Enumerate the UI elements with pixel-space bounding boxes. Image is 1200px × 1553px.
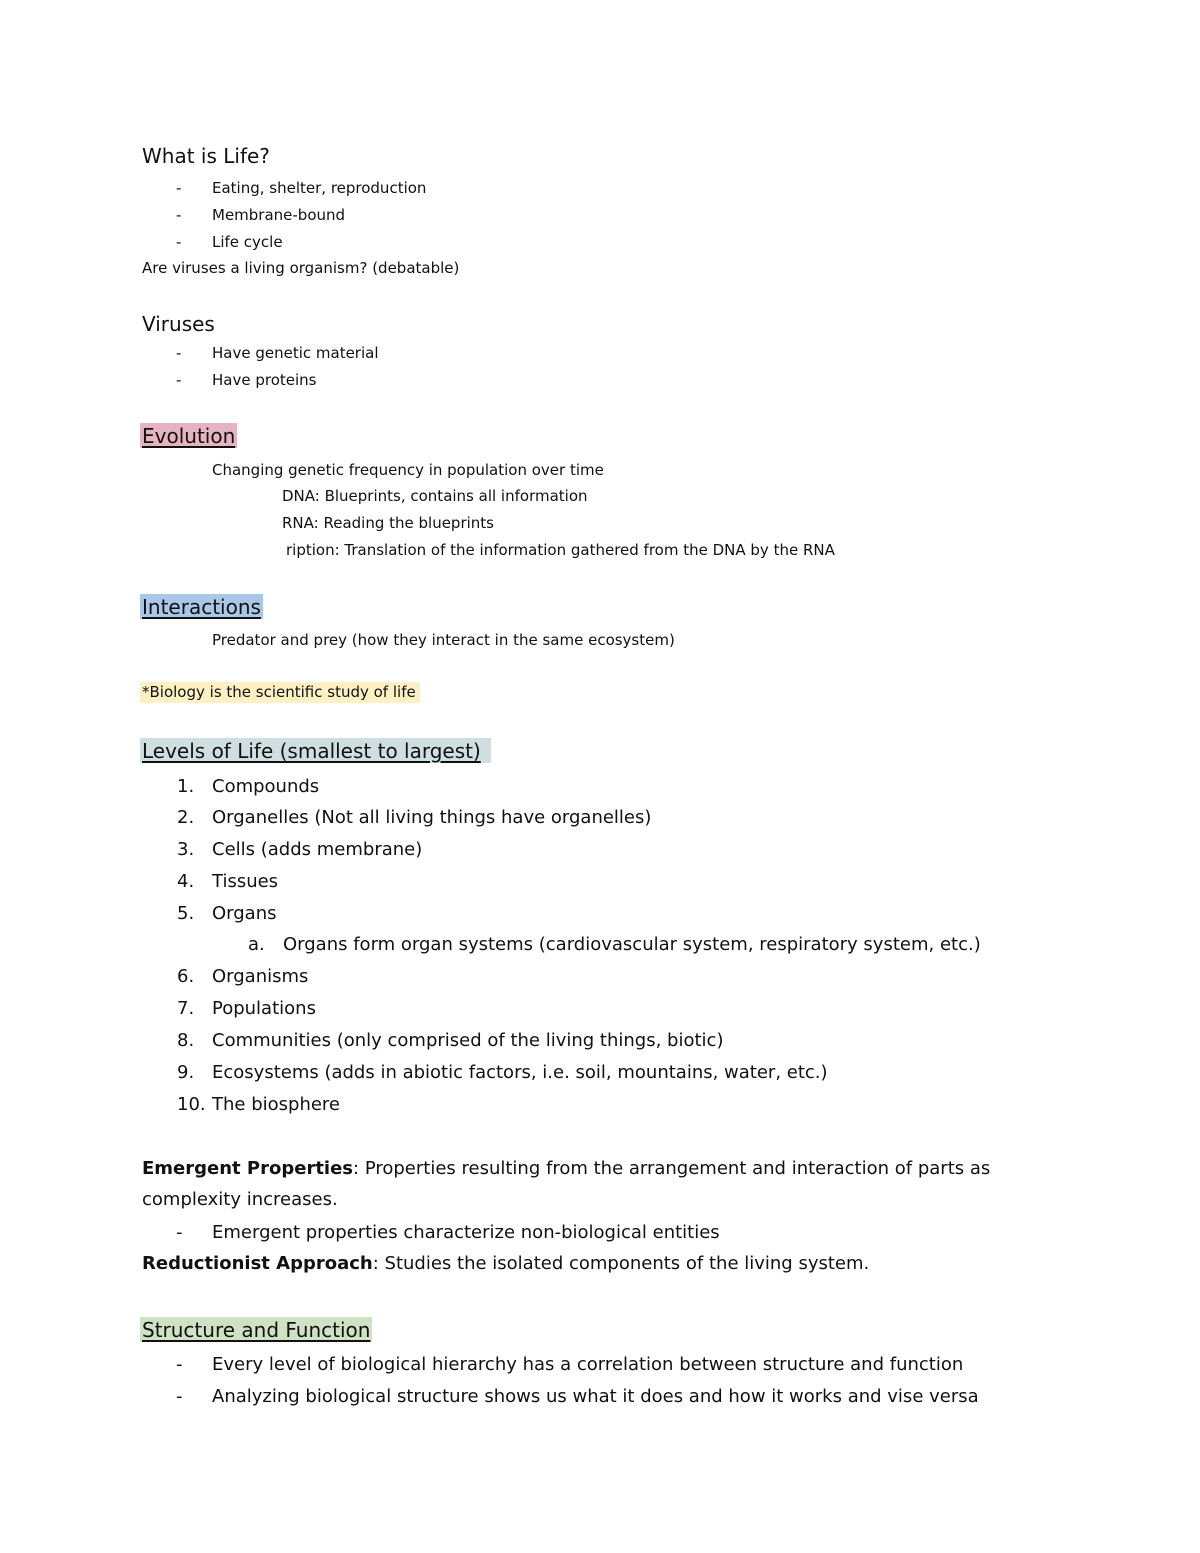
bullet-mark: -: [176, 1222, 183, 1243]
bullet-mark: -: [176, 371, 182, 389]
emergent-definition-cont: complexity increases.: [142, 1189, 338, 1210]
evolution-rna: RNA: Reading the blueprints: [282, 514, 494, 532]
life-bullet-1: Eating, shelter, reproduction: [212, 179, 427, 197]
structure-heading-wrap: [140, 1317, 372, 1342]
level-item: The biosphere: [212, 1094, 341, 1115]
viruses-bullet-2: Have proteins: [212, 371, 317, 389]
evolution-dna: DNA: Blueprints, contains all information: [282, 487, 588, 505]
level-item: Ecosystems (adds in abiotic factors, i.e. soil, mountains, water, etc.): [212, 1062, 828, 1083]
bullet-mark: -: [176, 1386, 183, 1407]
what-is-life-heading: What is Life?: [142, 144, 270, 168]
reductionist-term: Reductionist Approach: [142, 1253, 373, 1274]
level-num: 7.: [177, 998, 195, 1019]
evolution-definition: Changing genetic frequency in population over time: [212, 461, 604, 479]
level-subitem: Organs form organ systems (cardiovascular system, respiratory system, etc.): [283, 934, 981, 955]
level-num: 5.: [177, 903, 195, 924]
level-item: Organs: [212, 903, 277, 924]
bullet-mark: -: [176, 233, 182, 251]
emergent-term: Emergent Properties: [142, 1158, 354, 1179]
life-bullet-2: Membrane-bound: [212, 206, 346, 224]
bullet-mark: -: [176, 179, 182, 197]
evolution-heading: Evolution: [142, 424, 236, 448]
level-num: 2.: [177, 807, 195, 828]
structure-bullet-1: Every level of biological hierarchy has a correlation between structure and function: [212, 1354, 964, 1375]
reductionist-line: [142, 1255, 869, 1273]
levels-heading-wrap: [140, 738, 491, 763]
level-item: Populations: [212, 998, 316, 1019]
emergent-bullet: Emergent properties characterize non-biological entities: [212, 1222, 720, 1243]
structure-heading: Structure and Function: [142, 1318, 371, 1342]
viruses-question: Are viruses a living organism? (debatable): [142, 259, 460, 277]
interactions-text: Predator and prey (how they interact in the same ecosystem): [212, 631, 675, 649]
biology-note-wrap: [140, 682, 420, 703]
evolution-translation: ription: Translation of the information gathered from the DNA by the RNA: [286, 541, 835, 559]
level-num: 1.: [177, 776, 195, 797]
level-item: Tissues: [212, 871, 279, 892]
interactions-heading-wrap: [140, 594, 263, 619]
level-item: Communities (only comprised of the living things, biotic): [212, 1030, 724, 1051]
interactions-heading: Interactions: [142, 595, 261, 619]
bullet-mark: -: [176, 344, 182, 362]
level-num: 3.: [177, 839, 195, 860]
level-num: 4.: [177, 871, 195, 892]
biology-note: *Biology is the scientific study of life: [140, 682, 420, 703]
level-item: Cells (adds membrane): [212, 839, 423, 860]
levels-heading: Levels of Life (smallest to largest): [140, 738, 491, 763]
level-num: 10.: [177, 1094, 206, 1115]
viruses-bullet-1: Have genetic material: [212, 344, 379, 362]
level-item: Compounds: [212, 776, 320, 797]
level-item: Organelles (Not all living things have organelles): [212, 807, 652, 828]
life-bullet-3: Life cycle: [212, 233, 283, 251]
level-num: 8.: [177, 1030, 195, 1051]
structure-bullet-2: Analyzing biological structure shows us what it does and how it works and vise versa: [212, 1386, 979, 1407]
emergent-line: [142, 1160, 990, 1178]
level-item: Organisms: [212, 966, 309, 987]
bullet-mark: -: [176, 1354, 183, 1375]
level-num: 9.: [177, 1062, 195, 1083]
emergent-definition: : Properties resulting from the arrangement and interaction of parts as: [353, 1158, 991, 1179]
reductionist-definition: : Studies the isolated components of the living system.: [372, 1253, 870, 1274]
level-num: 6.: [177, 966, 195, 987]
bullet-mark: -: [176, 206, 182, 224]
evolution-heading-wrap: [140, 423, 237, 448]
level-subnum: a.: [248, 934, 265, 955]
viruses-heading: Viruses: [142, 312, 215, 336]
